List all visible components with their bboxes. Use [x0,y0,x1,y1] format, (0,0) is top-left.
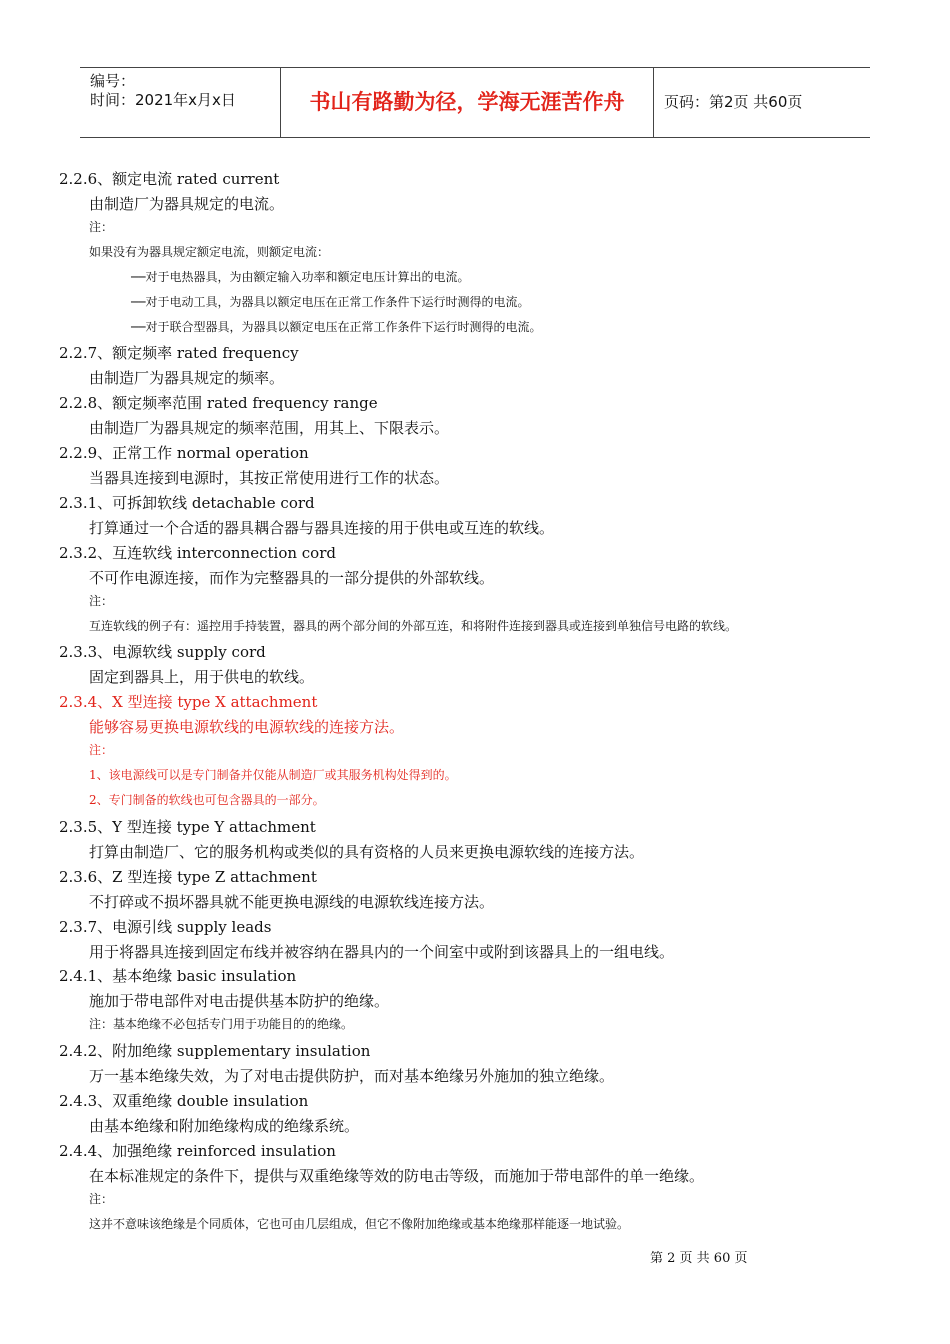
definition-text: 当器具连接到电源时，其按正常使用进行工作的状态。 [89,469,450,488]
note-text: 注： [89,1191,114,1206]
section-heading: 2.4.1、基本绝缘 basic insulation [59,967,297,986]
note-text: ──对于联合型器具，为器具以额定电压在正常工作条件下运行时测得的电流。 [131,319,542,334]
definition-text: 万一基本绝缘失效，为了对电击提供防护，而对基本绝缘另外施加的独立绝缘。 [89,1067,615,1086]
note-text: 注： [89,743,114,758]
page-footer: 第 2 页 共 60 页 [650,1251,748,1266]
definition-text: 能够容易更换电源软线的电源软线的连接方法。 [89,718,405,737]
definition-text: 由制造厂为器具规定的频率。 [89,369,285,388]
section-heading: 2.4.2、附加绝缘 supplementary insulation [59,1042,371,1061]
definition-text: 在本标准规定的条件下，提供与双重绝缘等效的防电击等级，而施加于带电部件的单一绝缘。 [89,1166,705,1185]
header-meta [80,68,281,137]
note-text: ──对于电动工具，为器具以额定电压在正常工作条件下运行时测得的电流。 [131,294,530,309]
note-text: 这并不意味该绝缘是个同质体，它也可由几层组成，但它不像附加绝缘或基本绝缘那样能逐一地试验。 [89,1216,630,1231]
header-time-label: 时间：2021年x月x日 [90,91,236,109]
definition-text: 用于将器具连接到固定布线并被容纳在器具内的一个间室中或附到该器具上的一组电线。 [89,942,675,961]
header-page-info: 页码：第2页 共60页 [664,93,803,111]
note-text: 2、专门制备的软线也可包含器具的一部分。 [89,793,325,807]
section-heading: 2.3.5、Y 型连接 type Y attachment [59,817,316,836]
definition-text: 不打碎或不损坏器具就不能更换电源线的电源软线连接方法。 [89,892,495,911]
section-heading: 2.3.6、Z 型连接 type Z attachment [59,867,317,886]
definition-text: 不可作电源连接，而作为完整器具的一部分提供的外部软线。 [89,568,495,587]
header-motto: 书山有路勤为径，学海无涯苦作舟 [281,68,654,137]
note-text: 互连软线的例子有：遥控用手持装置，器具的两个部分间的外部互连，和将附件连接到器具或连接到单独信号电路的软线。 [89,618,738,633]
section-heading: 2.3.3、电源软线 supply cord [59,643,266,662]
definition-text: 打算由制造厂、它的服务机构或类似的具有资格的人员来更换电源软线的连接方法。 [89,842,645,861]
note-text: 注： [89,593,114,608]
section-heading: 2.3.2、互连软线 interconnection cord [59,543,336,562]
section-heading: 2.2.6、额定电流 rated current [59,170,280,188]
note-text: 如果没有为器具规定额定电流，则额定电流： [89,244,330,259]
note-text: ──对于电热器具，为由额定输入功率和额定电压计算出的电流。 [131,269,470,284]
note-text: 1、该电源线可以是专门制备并仅能从制造厂或其服务机构处得到的。 [89,768,457,783]
definition-text: 打算通过一个合适的器具耦合器与器具连接的用于供电或互连的软线。 [89,518,555,537]
section-heading: 2.2.8、额定频率范围 rated frequency range [59,394,378,413]
header-number-label: 编号： [90,72,136,90]
section-heading: 2.3.1、可拆卸软线 detachable cord [59,493,315,512]
definition-text: 固定到器具上，用于供电的软线。 [89,668,315,687]
section-heading: 2.2.7、额定频率 rated frequency [59,344,299,363]
section-heading: 2.3.4、X 型连接 type X attachment [59,693,318,712]
section-heading: 2.4.4、加强绝缘 reinforced insulation [59,1141,336,1160]
note-text: 注：基本绝缘不必包括专门用于功能目的的绝缘。 [89,1017,354,1032]
section-heading: 2.4.3、双重绝缘 double insulation [59,1092,309,1111]
section-heading: 2.2.9、正常工作 normal operation [59,444,309,463]
note-text: 注： [89,219,114,234]
definition-text: 由基本绝缘和附加绝缘构成的绝缘系统。 [89,1116,360,1135]
definition-text: 由制造厂为器具规定的电流。 [89,194,285,213]
definition-text: 由制造厂为器具规定的频率范围，用其上、下限表示。 [89,419,450,438]
definition-text: 施加于带电部件对电击提供基本防护的绝缘。 [89,992,390,1011]
section-heading: 2.3.7、电源引线 supply leads [59,917,272,936]
page-header [80,67,870,138]
